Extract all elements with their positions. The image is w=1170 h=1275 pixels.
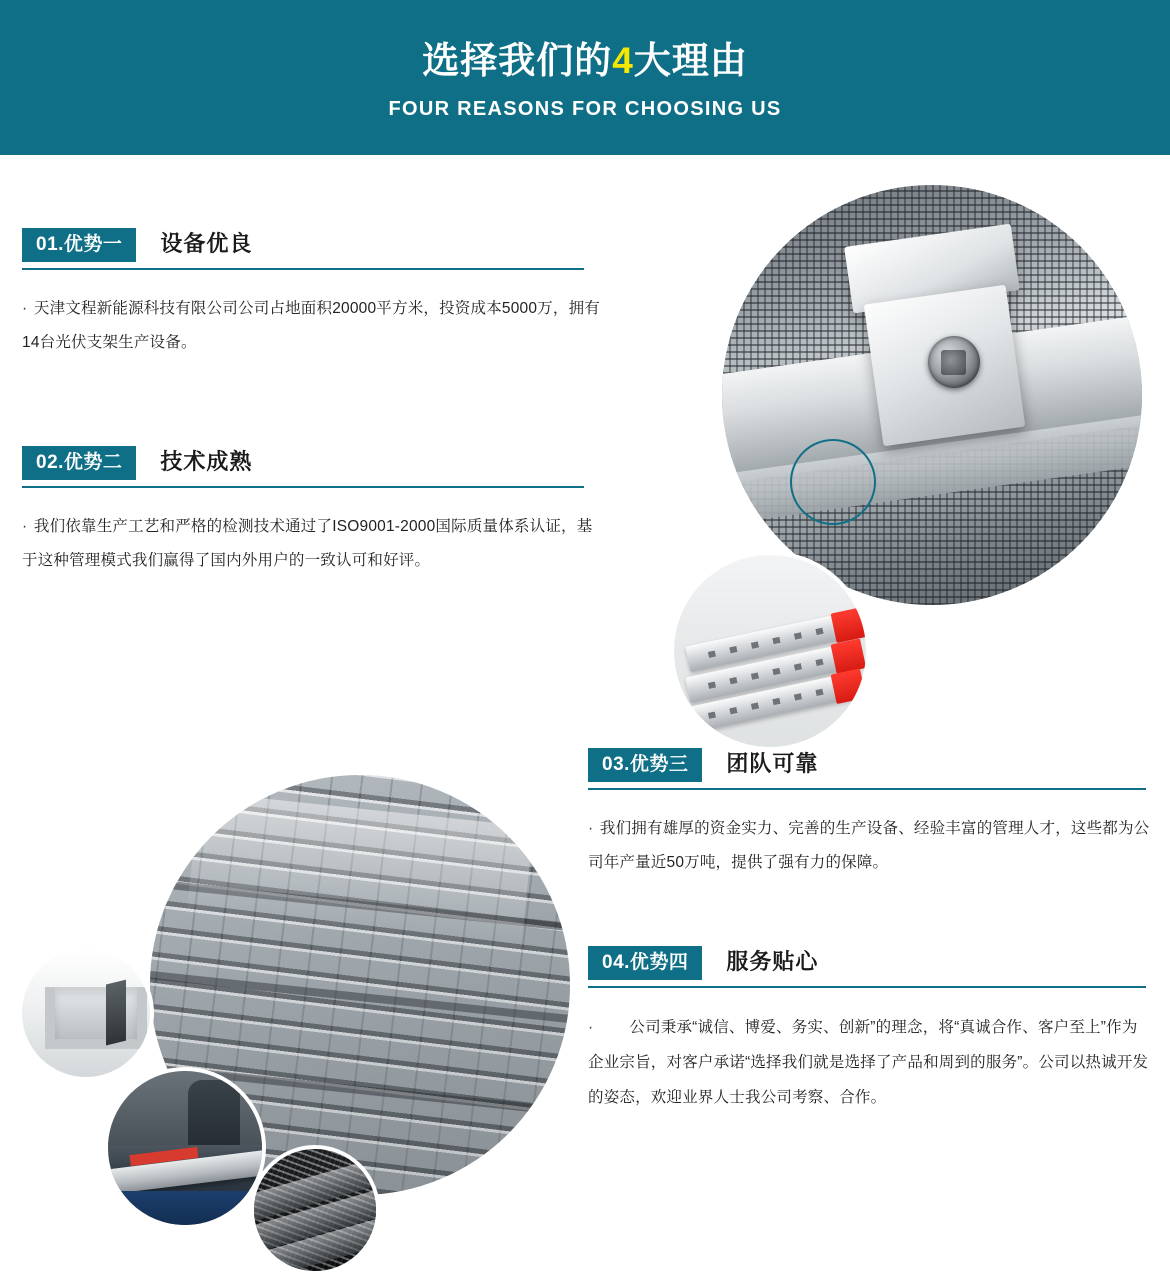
content-area bbox=[0, 155, 1170, 1200]
reason-3-title: 团队可靠 bbox=[726, 751, 819, 776]
u-channel-piece-photo bbox=[18, 945, 154, 1081]
reason-2-divider bbox=[22, 486, 584, 488]
steel-coils-photo bbox=[250, 1145, 380, 1275]
reason-3-bullet: · bbox=[588, 820, 594, 837]
reason-2-title: 技术成熟 bbox=[160, 449, 253, 474]
reason-1-heading bbox=[22, 227, 602, 262]
reason-block-2 bbox=[22, 445, 602, 578]
reason-block-3 bbox=[588, 747, 1150, 880]
reason-block-4 bbox=[588, 945, 1150, 1115]
decorative-ring-outline bbox=[790, 439, 876, 525]
u-channel-edge-shadow bbox=[106, 980, 126, 1047]
reason-1-body-wrap bbox=[22, 292, 602, 360]
reason-1-divider bbox=[22, 268, 584, 270]
reason-4-body-wrap bbox=[588, 1010, 1150, 1115]
reason-4-body: 公司秉承“诚信、博爱、务实、创新”的理念，将“真诚合作、客户至上”作为企业宗旨，对客户承诺“选择我们就是选择了产品和周到的服务”。公司以热诚开发的姿态，欢迎业界人士我公司考察、合作。 bbox=[588, 1019, 1149, 1106]
reason-4-heading bbox=[588, 945, 1150, 980]
reason-3-body: 我们拥有雄厚的资金实力、完善的生产设备、经验丰富的管理人才，这些都为公司年产量近50万吨，提供了强有力的保障。 bbox=[588, 820, 1150, 871]
channel-end-cap bbox=[830, 608, 866, 644]
production-line-photo bbox=[104, 1067, 266, 1229]
reason-3-heading bbox=[588, 747, 1150, 782]
reason-block-1 bbox=[22, 227, 602, 360]
machine-base bbox=[104, 1191, 266, 1229]
steel-channel-bundle-photo bbox=[670, 551, 870, 751]
clamp-bolt bbox=[928, 336, 980, 388]
reason-2-body-wrap bbox=[22, 510, 602, 578]
page-title-suffix: 大理由 bbox=[633, 40, 748, 81]
reason-3-divider bbox=[588, 788, 1146, 790]
reason-3-tag: 03.优势三 bbox=[588, 748, 702, 782]
reason-1-title: 设备优良 bbox=[160, 231, 253, 256]
page-title bbox=[0, 0, 1170, 79]
reason-2-body: 我们依靠生产工艺和严格的检测技术通过了ISO9001-2000国际质量体系认证，基于这种管理模式我们赢得了国内外用户的一致认可和好评。 bbox=[22, 518, 593, 569]
worker-silhouette bbox=[188, 1080, 240, 1145]
reason-1-body: 天津文程新能源科技有限公司公司占地面积20000平方米，投资成本5000万，拥有14台光伏支架生产设备。 bbox=[22, 300, 600, 351]
page-title-prefix: 选择我们的 bbox=[422, 40, 613, 81]
reason-2-bullet: · bbox=[22, 518, 28, 535]
page-subtitle: FOUR REASONS FOR CHOOSING US bbox=[388, 98, 782, 120]
reason-4-bullet: · bbox=[588, 1019, 594, 1036]
reason-1-tag: 01.优势一 bbox=[22, 228, 136, 262]
reason-4-title: 服务贴心 bbox=[726, 949, 819, 974]
reason-4-divider bbox=[588, 986, 1146, 988]
channel-end-cap bbox=[830, 669, 866, 705]
reason-1-bullet: · bbox=[22, 300, 28, 317]
reason-3-body-wrap bbox=[588, 812, 1150, 880]
page-title-accent: 4 bbox=[612, 40, 634, 81]
channel-end-cap bbox=[830, 638, 866, 674]
page-banner bbox=[0, 0, 1170, 155]
u-channel-profile bbox=[45, 987, 147, 1048]
solar-mount-clamp-photo bbox=[722, 185, 1142, 605]
reason-4-tag: 04.优势四 bbox=[588, 946, 702, 980]
reason-2-heading bbox=[22, 445, 602, 480]
reason-2-tag: 02.优势二 bbox=[22, 446, 136, 480]
